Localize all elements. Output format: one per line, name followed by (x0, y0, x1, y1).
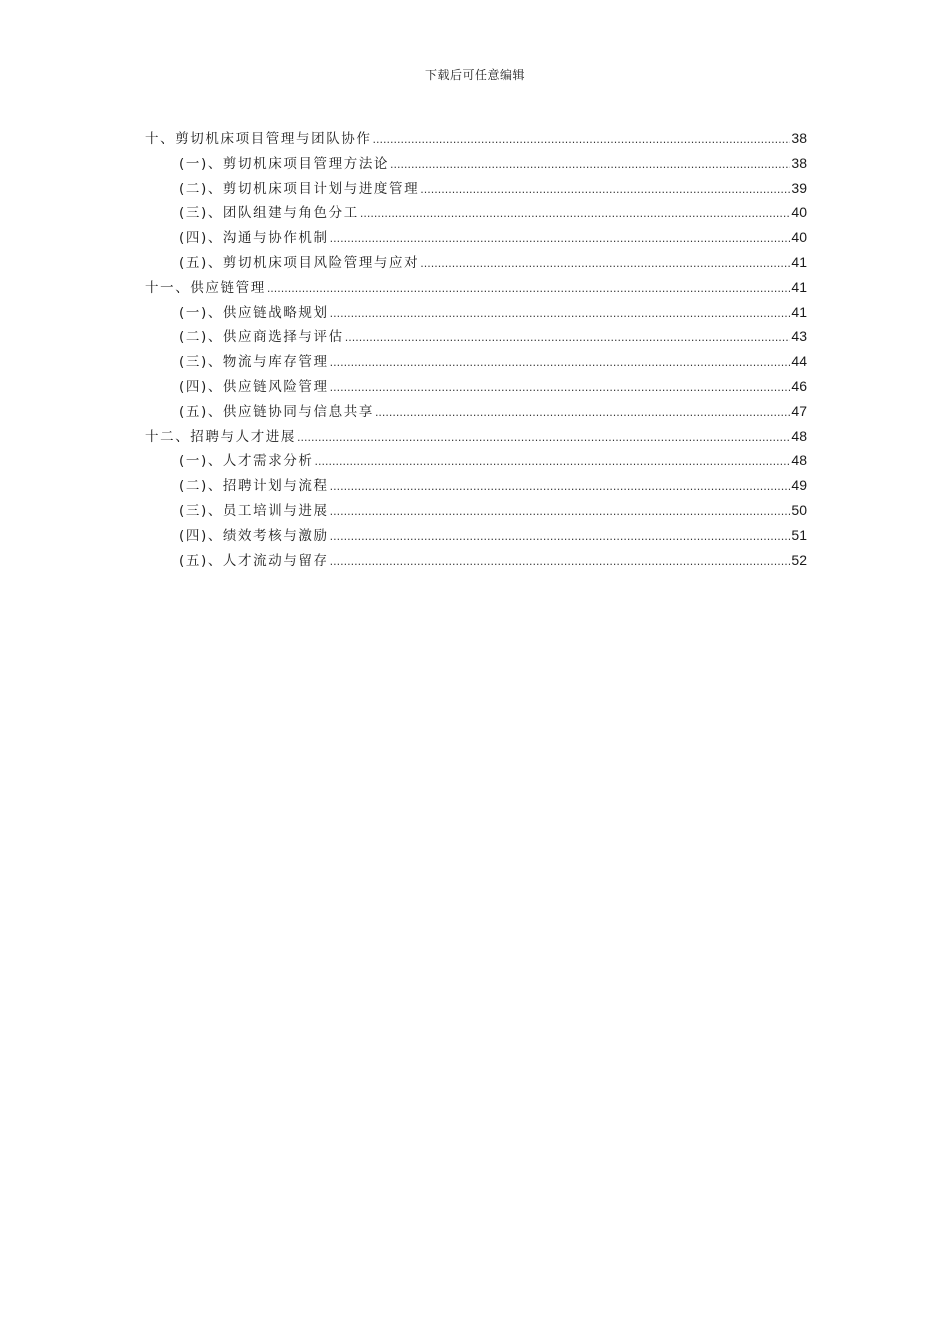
toc-entry-title: (四)、供应链风险管理 (179, 378, 329, 395)
toc-entry-title: (一)、人才需求分析 (179, 453, 314, 470)
toc-entry[interactable] (145, 200, 807, 225)
toc-dot-leader (420, 178, 790, 203)
toc-entry-page: 38 (791, 154, 807, 171)
toc-entry-title: (二)、招聘计划与流程 (179, 478, 329, 495)
toc-entry-page: 38 (791, 130, 807, 146)
toc-entry-title: (二)、供应商选择与评估 (179, 329, 344, 346)
toc-dot-leader (373, 128, 791, 153)
toc-entry[interactable] (145, 176, 807, 201)
toc-entry-page: 48 (791, 427, 807, 444)
toc-dot-leader (360, 202, 791, 227)
toc-entry-page: 52 (791, 551, 807, 568)
toc-entry[interactable] (145, 424, 807, 449)
toc-dot-leader (420, 252, 790, 277)
toc-entry-page: 40 (791, 229, 807, 246)
toc-entry-title: (五)、供应链协同与信息共享 (179, 403, 374, 420)
toc-entry-page: 39 (791, 179, 807, 196)
toc-dot-leader (267, 277, 791, 302)
toc-entry-page: 47 (791, 402, 807, 419)
toc-entry-title: (五)、人才流动与留存 (179, 552, 329, 569)
toc-entry-page: 41 (791, 303, 807, 320)
toc-entry[interactable] (145, 523, 807, 548)
toc-entry-page: 49 (791, 477, 807, 494)
toc-entry-title: 十二、招聘与人才进展 (145, 428, 296, 445)
toc-entry-title: 十、剪切机床项目管理与团队协作 (145, 131, 372, 147)
table-of-contents (145, 126, 807, 572)
toc-dot-leader (330, 475, 791, 500)
toc-entry[interactable] (145, 126, 807, 151)
toc-dot-leader (345, 326, 791, 351)
toc-entry[interactable] (145, 498, 807, 523)
toc-entry[interactable] (145, 548, 807, 573)
toc-entry-page: 51 (791, 526, 807, 543)
toc-dot-leader (390, 153, 790, 178)
toc-entry-title: (三)、团队组建与角色分工 (179, 205, 359, 222)
toc-entry-title: (三)、物流与库存管理 (179, 354, 329, 371)
toc-dot-leader (330, 227, 791, 252)
toc-entry-page: 48 (791, 452, 807, 469)
toc-dot-leader (315, 450, 791, 475)
toc-entry-page: 41 (791, 253, 807, 270)
toc-entry[interactable] (145, 473, 807, 498)
toc-entry-page: 40 (791, 204, 807, 221)
toc-entry[interactable] (145, 225, 807, 250)
toc-entry[interactable] (145, 300, 807, 325)
toc-entry-title: (一)、剪切机床项目管理方法论 (179, 155, 390, 172)
toc-entry-title: (五)、剪切机床项目风险管理与应对 (179, 254, 420, 271)
toc-entry-page: 44 (791, 353, 807, 370)
toc-entry-title: 十一、供应链管理 (145, 279, 266, 296)
toc-dot-leader (330, 500, 791, 525)
toc-entry[interactable] (145, 151, 807, 176)
toc-entry-page: 41 (791, 278, 807, 295)
toc-entry[interactable] (145, 448, 807, 473)
toc-entry[interactable] (145, 250, 807, 275)
toc-dot-leader (330, 302, 791, 327)
page-header: 下载后可任意编辑 (424, 68, 525, 82)
toc-dot-leader (330, 525, 791, 550)
toc-dot-leader (375, 401, 790, 426)
toc-entry[interactable] (145, 324, 807, 349)
toc-entry-page: 46 (791, 377, 807, 394)
toc-entry-title: (四)、绩效考核与激励 (179, 527, 329, 544)
toc-dot-leader (297, 426, 790, 451)
toc-entry[interactable] (145, 374, 807, 399)
toc-entry-title: (一)、供应链战略规划 (179, 304, 329, 321)
toc-entry-page: 50 (791, 501, 807, 518)
toc-entry-title: (三)、员工培训与进展 (179, 502, 329, 519)
toc-entry[interactable] (145, 399, 807, 424)
toc-entry-page: 43 (791, 328, 807, 345)
toc-dot-leader (330, 550, 791, 575)
toc-entry[interactable] (145, 275, 807, 300)
toc-dot-leader (330, 351, 791, 376)
toc-entry-title: (四)、沟通与协作机制 (179, 230, 329, 247)
toc-entry[interactable] (145, 349, 807, 374)
toc-dot-leader (330, 376, 791, 401)
toc-entry-title: (二)、剪切机床项目计划与进度管理 (179, 180, 420, 197)
